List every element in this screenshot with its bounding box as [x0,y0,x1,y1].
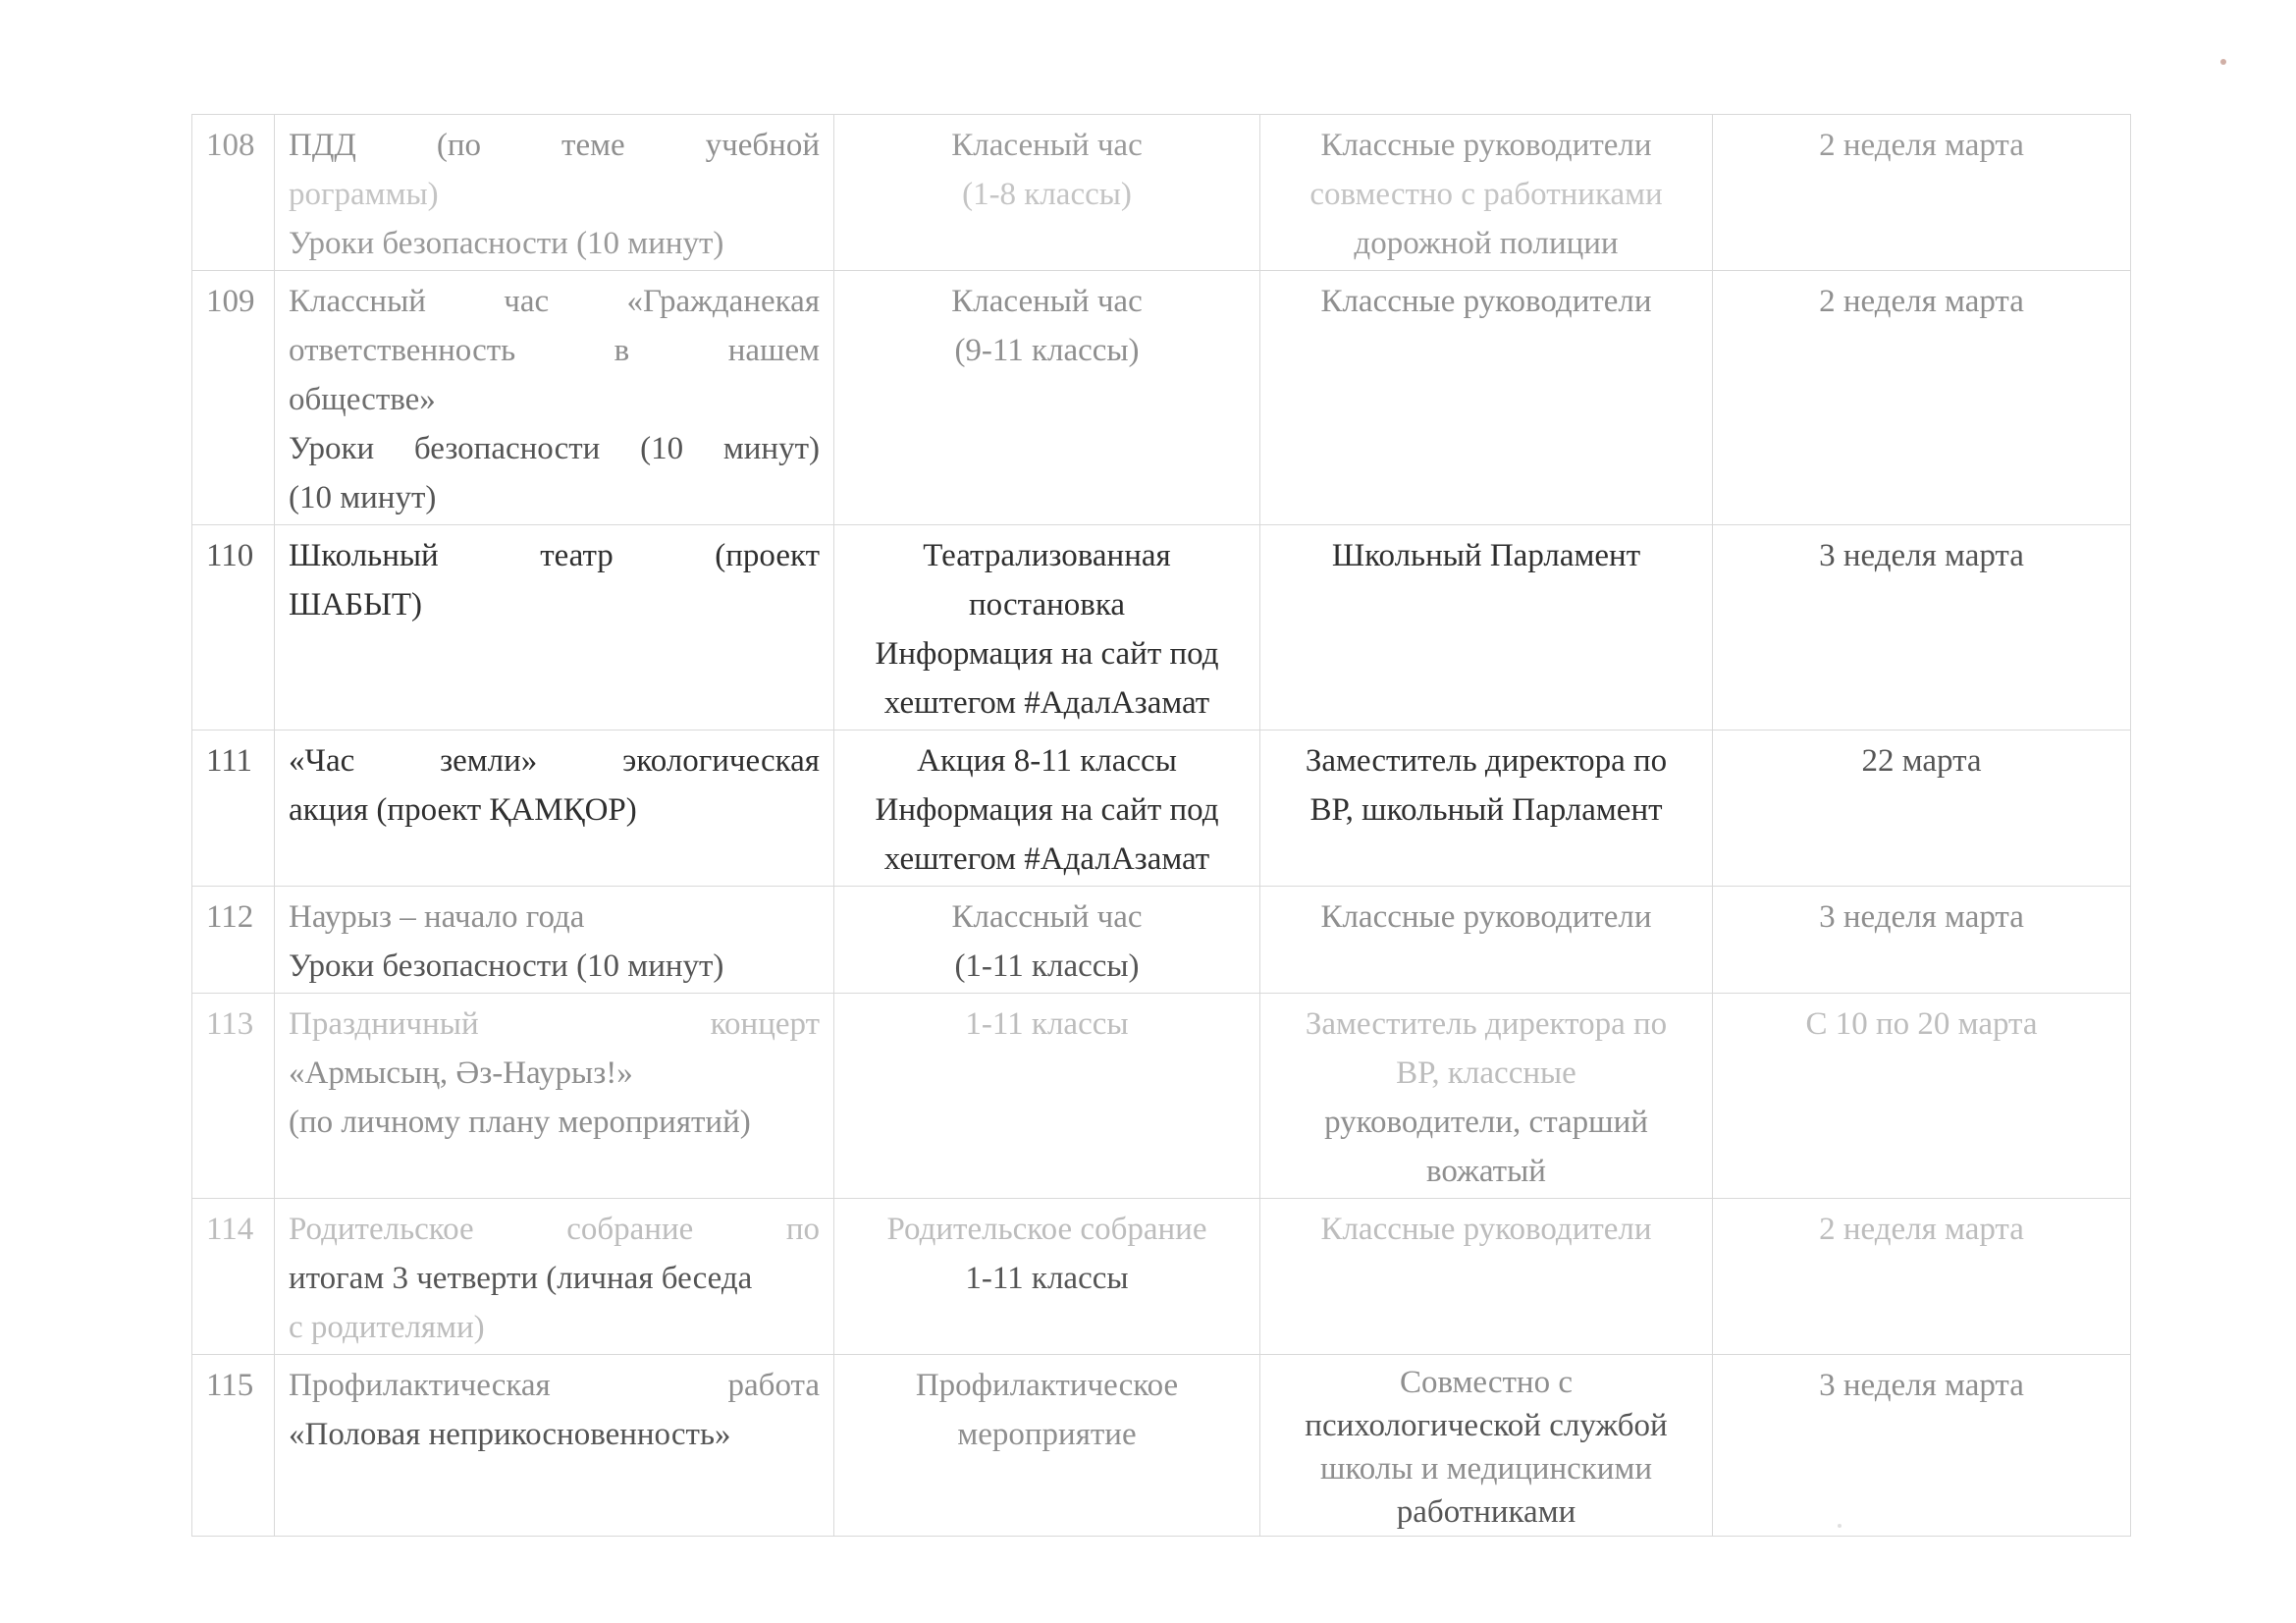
form-line: Классный час [951,899,1143,935]
form-line: Информация на сайт под [875,792,1219,828]
event-cell [275,1355,834,1537]
table-row [192,271,2131,525]
form-cell [834,1355,1260,1537]
form-line: Театрализованная [923,538,1171,573]
form-line: (1-11 классы) [954,948,1140,984]
form-line: Класеный час [951,128,1143,163]
form-cell [834,730,1260,887]
date-cell: С 10 по 20 марта [1713,994,2131,1199]
event-line: «Половая неприкосновенность» [289,1417,731,1452]
form-line: Класеный час [951,284,1143,319]
responsible-line: работниками [1396,1494,1576,1530]
event-line: Уроки безопасности (10 минут) [289,431,820,466]
responsible-line: Классные руководители [1320,899,1652,935]
form-line: Родительское собрание [886,1212,1207,1247]
event-cell [275,730,834,887]
event-line: Наурыз – начало года [289,899,585,935]
event-line: Уроки безопасности (10 минут) [289,948,724,984]
table-row [192,115,2131,271]
event-line: итогам 3 четверти (личная беседа [289,1261,753,1296]
form-line: Информация на сайт под [875,636,1219,672]
form-cell [834,887,1260,994]
event-line: Профилактическая работа [289,1368,820,1403]
form-line: 1-11 классы [965,1261,1129,1296]
table-row [192,994,2131,1199]
event-cell [275,525,834,730]
form-cell [834,994,1260,1199]
responsible-line: совместно с работниками [1309,177,1663,212]
date-cell: 3 неделя марта [1713,887,2131,994]
row-number: 115 [192,1355,275,1537]
date-cell: 2 неделя марта [1713,271,2131,525]
form-cell [834,1199,1260,1355]
responsible-cell [1260,730,1713,887]
responsible-line: Заместитель директора по [1305,1006,1668,1042]
event-line: акция (проект ҚАМҚОР) [289,792,637,828]
responsible-line: руководители, старший [1324,1105,1648,1140]
event-line: Классный час «Гражданекая [289,284,820,319]
responsible-line: психологической службой [1305,1408,1668,1443]
table-row [192,730,2131,887]
event-line: (10 минут) [289,480,437,515]
event-cell [275,994,834,1199]
event-cell [275,1199,834,1355]
event-cell [275,887,834,994]
form-line: мероприятие [957,1417,1137,1452]
responsible-cell [1260,887,1713,994]
responsible-line: ВР, классные [1396,1055,1576,1091]
form-cell [834,525,1260,730]
responsible-cell [1260,1199,1713,1355]
table-row [192,1355,2131,1537]
responsible-cell [1260,115,1713,271]
responsible-line: Классные руководители [1320,284,1652,319]
form-line: Профилактическое [915,1368,1179,1403]
date-cell: 2 неделя марта [1713,1199,2131,1355]
event-line: Праздничный концерт [289,1006,820,1042]
row-number: 110 [192,525,275,730]
date-cell: 2 неделя марта [1713,115,2131,271]
form-line: хештегом #АдалАзамат [883,685,1210,721]
date-cell: 3 неделя марта [1713,1355,2131,1537]
responsible-line: Заместитель директора по [1305,743,1668,779]
event-line: (по личному плану мероприятий) [289,1105,751,1140]
responsible-line: школы и медицинскими [1319,1451,1653,1487]
date-cell: 3 неделя марта [1713,525,2131,730]
form-line: (9-11 классы) [954,333,1140,368]
form-cell [834,271,1260,525]
event-line: ПДД (по теме учебной [289,128,820,163]
form-line: хештегом #АдалАзамат [883,841,1210,877]
row-number: 109 [192,271,275,525]
table-row [192,525,2131,730]
responsible-line: Совместно с [1399,1365,1573,1400]
responsible-cell [1260,1355,1713,1537]
table-row [192,1199,2131,1355]
responsible-line: Школьный Парламент [1331,538,1641,573]
responsible-line: ВР, школьный Парламент [1309,792,1663,828]
event-line: Школьный театр (проект [289,538,820,573]
responsible-line: Классные руководители [1320,128,1652,163]
responsible-cell [1260,525,1713,730]
event-line: «Армысың, Әз-Наурыз!» [289,1055,633,1091]
event-line: с родителями) [289,1310,485,1345]
event-line: Родительское собрание по [289,1212,820,1247]
responsible-cell [1260,271,1713,525]
table-row [192,887,2131,994]
event-line: Уроки безопасности (10 минут) [289,226,724,261]
event-line: «Час земли» экологическая [289,743,820,779]
form-line: (1-8 классы) [962,177,1132,212]
date-cell: 22 марта [1713,730,2131,887]
event-cell [275,115,834,271]
row-number: 111 [192,730,275,887]
responsible-cell [1260,994,1713,1199]
event-cell [275,271,834,525]
responsible-line: Классные руководители [1320,1212,1652,1247]
form-cell [834,115,1260,271]
row-number: 113 [192,994,275,1199]
event-line: ответственность в нашем [289,333,820,368]
event-line: обществе» [289,382,436,417]
event-line: ШАБЫТ) [289,587,422,622]
row-number: 112 [192,887,275,994]
form-line: Акция 8-11 классы [917,743,1177,779]
events-plan-table [191,114,2131,1537]
event-line: рограммы) [289,177,439,212]
form-line: 1-11 классы [965,1006,1129,1042]
row-number: 114 [192,1199,275,1355]
responsible-line: дорожной полиции [1354,226,1619,261]
responsible-line: вожатый [1426,1154,1546,1189]
scan-speck [2220,59,2226,65]
row-number: 108 [192,115,275,271]
form-line: постановка [968,587,1126,622]
